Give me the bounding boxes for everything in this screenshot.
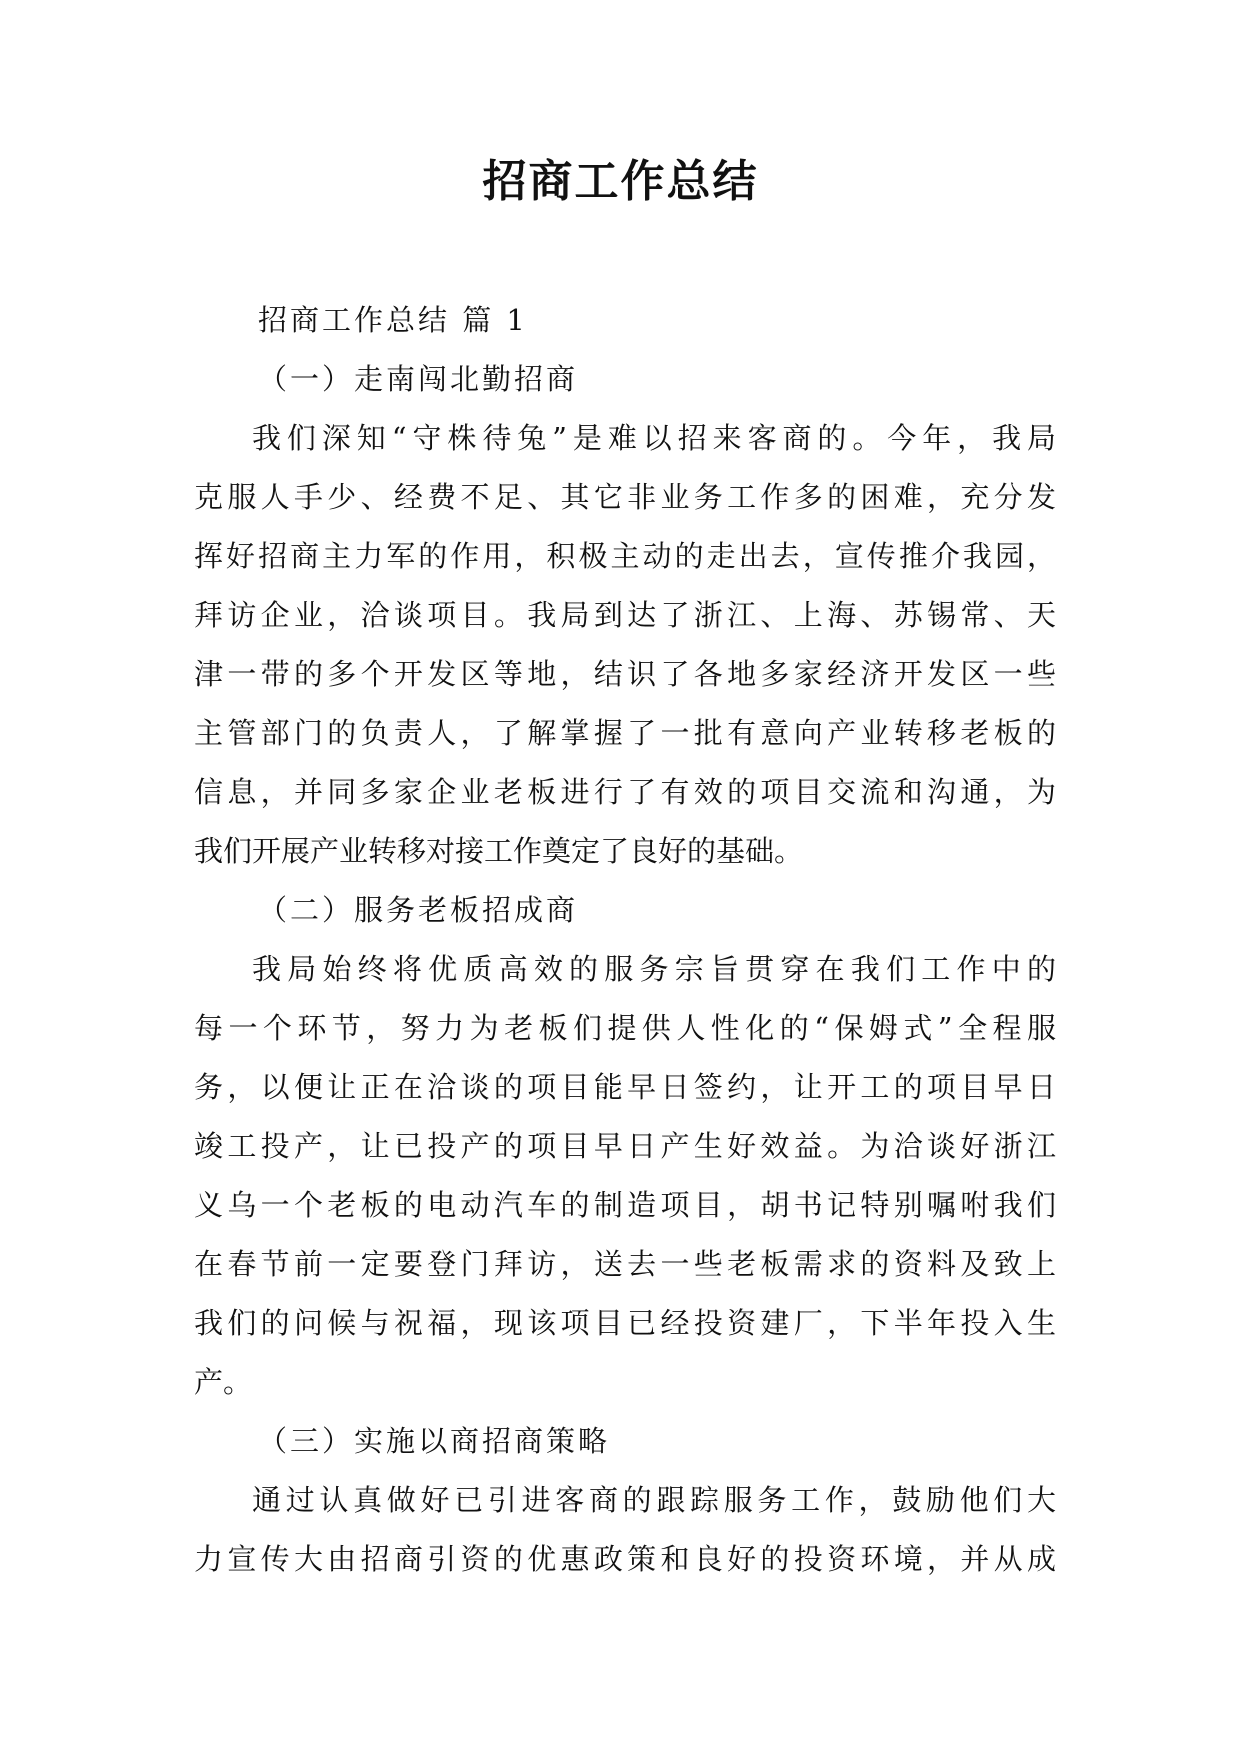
section-heading: （三）实施以商招商策略 (258, 1424, 611, 1458)
document-body (194, 291, 1056, 1589)
section-heading: （二）服务老板招成商 (258, 893, 579, 927)
paragraph-line: 务，以便让正在洽谈的项目能早日签约，让开工的项目早日 (194, 1070, 1056, 1104)
paragraph-line: 克服人手少、经费不足、其它非业务工作多的困难，充分发 (194, 480, 1056, 514)
paragraph-line: 竣工投产，让已投产的项目早日产生好效益。为洽谈好浙江 (194, 1129, 1056, 1163)
paragraph-line: 义乌一个老板的电动汽车的制造项目，胡书记特别嘱咐我们 (194, 1188, 1056, 1222)
paragraph-line: 力宣传大由招商引资的优惠政策和良好的投资环境，并从成 (194, 1542, 1056, 1576)
paragraph-line: 津一带的多个开发区等地，结识了各地多家经济开发区一些 (194, 657, 1056, 691)
paragraph-line: 拜访企业，洽谈项目。我局到达了浙江、上海、苏锡常、天 (194, 598, 1056, 632)
paragraph-line: 我们开展产业转移对接工作奠定了良好的基础。 (194, 834, 804, 868)
document-title: 招商工作总结 (482, 156, 759, 207)
paragraph-line: 主管部门的负责人，了解掌握了一批有意向产业转移老板的 (194, 716, 1056, 750)
section-heading: （一）走南闯北勤招商 (258, 362, 579, 396)
paragraph-line: 我们的问候与祝福，现该项目已经投资建厂，下半年投入生 (194, 1306, 1056, 1340)
paragraph-line: 通过认真做好已引进客商的跟踪服务工作，鼓励他们大 (252, 1483, 1056, 1517)
paragraph-line: 挥好招商主力军的作用，积极主动的走出去，宣传推介我园， (194, 539, 1056, 573)
paragraph-line: 我们深知“守株待兔”是难以招来客商的。今年，我局 (252, 421, 1056, 455)
paragraph-line: 我局始终将优质高效的服务宗旨贯穿在我们工作中的 (252, 952, 1056, 986)
paragraph-line: 每一个环节，努力为老板们提供人性化的“保姆式”全程服 (194, 1011, 1056, 1045)
paragraph-line: 信息，并同多家企业老板进行了有效的项目交流和沟通，为 (194, 775, 1056, 809)
paragraph-line: 产。 (194, 1365, 253, 1399)
paragraph-line: 在春节前一定要登门拜访，送去一些老板需求的资料及致上 (194, 1247, 1056, 1281)
article-subtitle: 招商工作总结 篇 1 (258, 303, 528, 337)
